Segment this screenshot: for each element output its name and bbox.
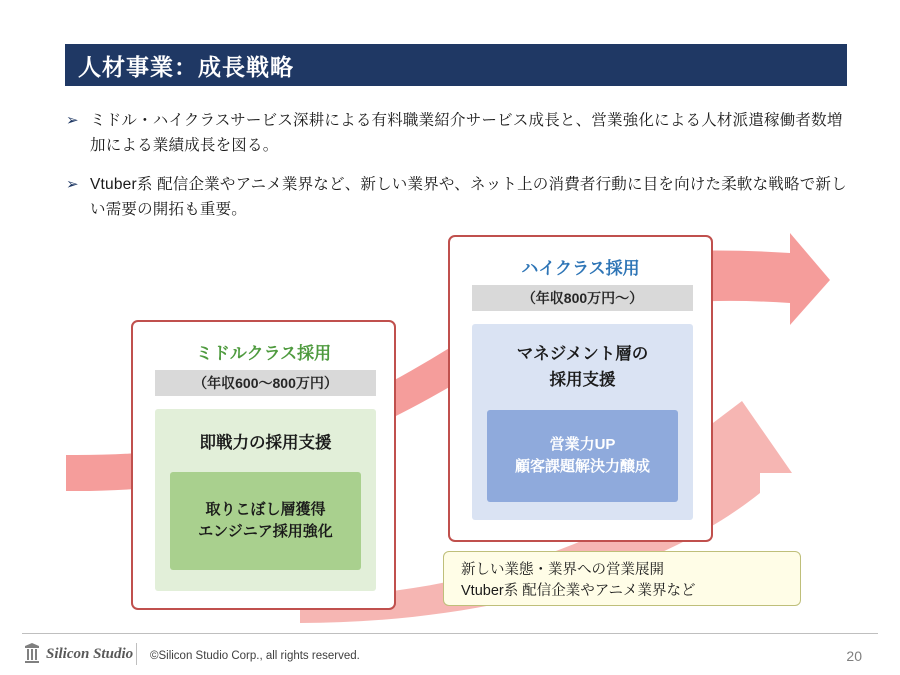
high-class-panel-title-line1: マネジメント層の	[516, 345, 649, 363]
page-number: 20	[846, 648, 862, 664]
bullet-item	[66, 172, 856, 222]
high-class-panel	[472, 324, 693, 520]
footer-vertical-divider	[136, 643, 137, 665]
bullet-marker-icon: ➢	[66, 176, 79, 193]
middle-class-panel-title: 即戦力の採用支援	[199, 434, 332, 452]
middle-class-salary-band: （年収600〜800万円）	[155, 370, 376, 396]
bullet-marker-icon: ➢	[66, 112, 79, 129]
new-markets-note-line2: Vtuber系 配信企業やアニメ業界など	[461, 583, 696, 599]
bullet-item	[66, 108, 856, 158]
company-logo	[24, 643, 133, 665]
bullet-text: ミドル・ハイクラスサービス深耕による有料職業紹介サービス成長と、営業強化による人材派遣稼働者数増加による業績成長を図る。	[90, 112, 843, 154]
high-class-subpanel-line1: 営業力UP	[549, 436, 616, 453]
company-logo-text: Silicon Studio	[46, 645, 134, 662]
high-class-salary-band: （年収800万円〜）	[472, 285, 693, 311]
bullet-list	[66, 108, 856, 236]
middle-class-subpanel-line1: 取りこぼし層獲得	[205, 501, 326, 518]
middle-class-subpanel-line2: エンジニア採用強化	[198, 523, 333, 540]
page-title-bar	[65, 44, 847, 86]
footer-divider	[22, 633, 878, 634]
middle-class-subpanel	[170, 472, 361, 570]
high-class-subpanel-line2: 顧客課題解決力醸成	[514, 458, 650, 475]
high-class-panel-title-line2: 採用支援	[549, 371, 616, 389]
copyright-text: ©Silicon Studio Corp., all rights reserved.	[150, 650, 360, 662]
middle-class-title: ミドルクラス採用	[195, 344, 332, 363]
page-title: 人材事業：成長戦略	[78, 53, 294, 80]
bullet-text: Vtuber系 配信企業やアニメ業界など、新しい業界や、ネット上の消費者行動に目を向けた柔軟な戦略で新しい需要の開拓も重要。	[90, 176, 847, 218]
high-class-panel-title	[472, 341, 693, 393]
middle-class-box	[131, 320, 396, 610]
middle-class-panel	[155, 409, 376, 591]
high-class-subpanel	[487, 410, 678, 502]
new-markets-note	[443, 551, 801, 606]
high-class-box	[448, 235, 713, 542]
growth-strategy-diagram	[0, 225, 900, 625]
new-markets-note-line1: 新しい業態・業界への営業展開	[461, 562, 664, 578]
silicon-studio-mark-icon	[24, 643, 40, 665]
high-class-title: ハイクラス採用	[521, 259, 640, 278]
